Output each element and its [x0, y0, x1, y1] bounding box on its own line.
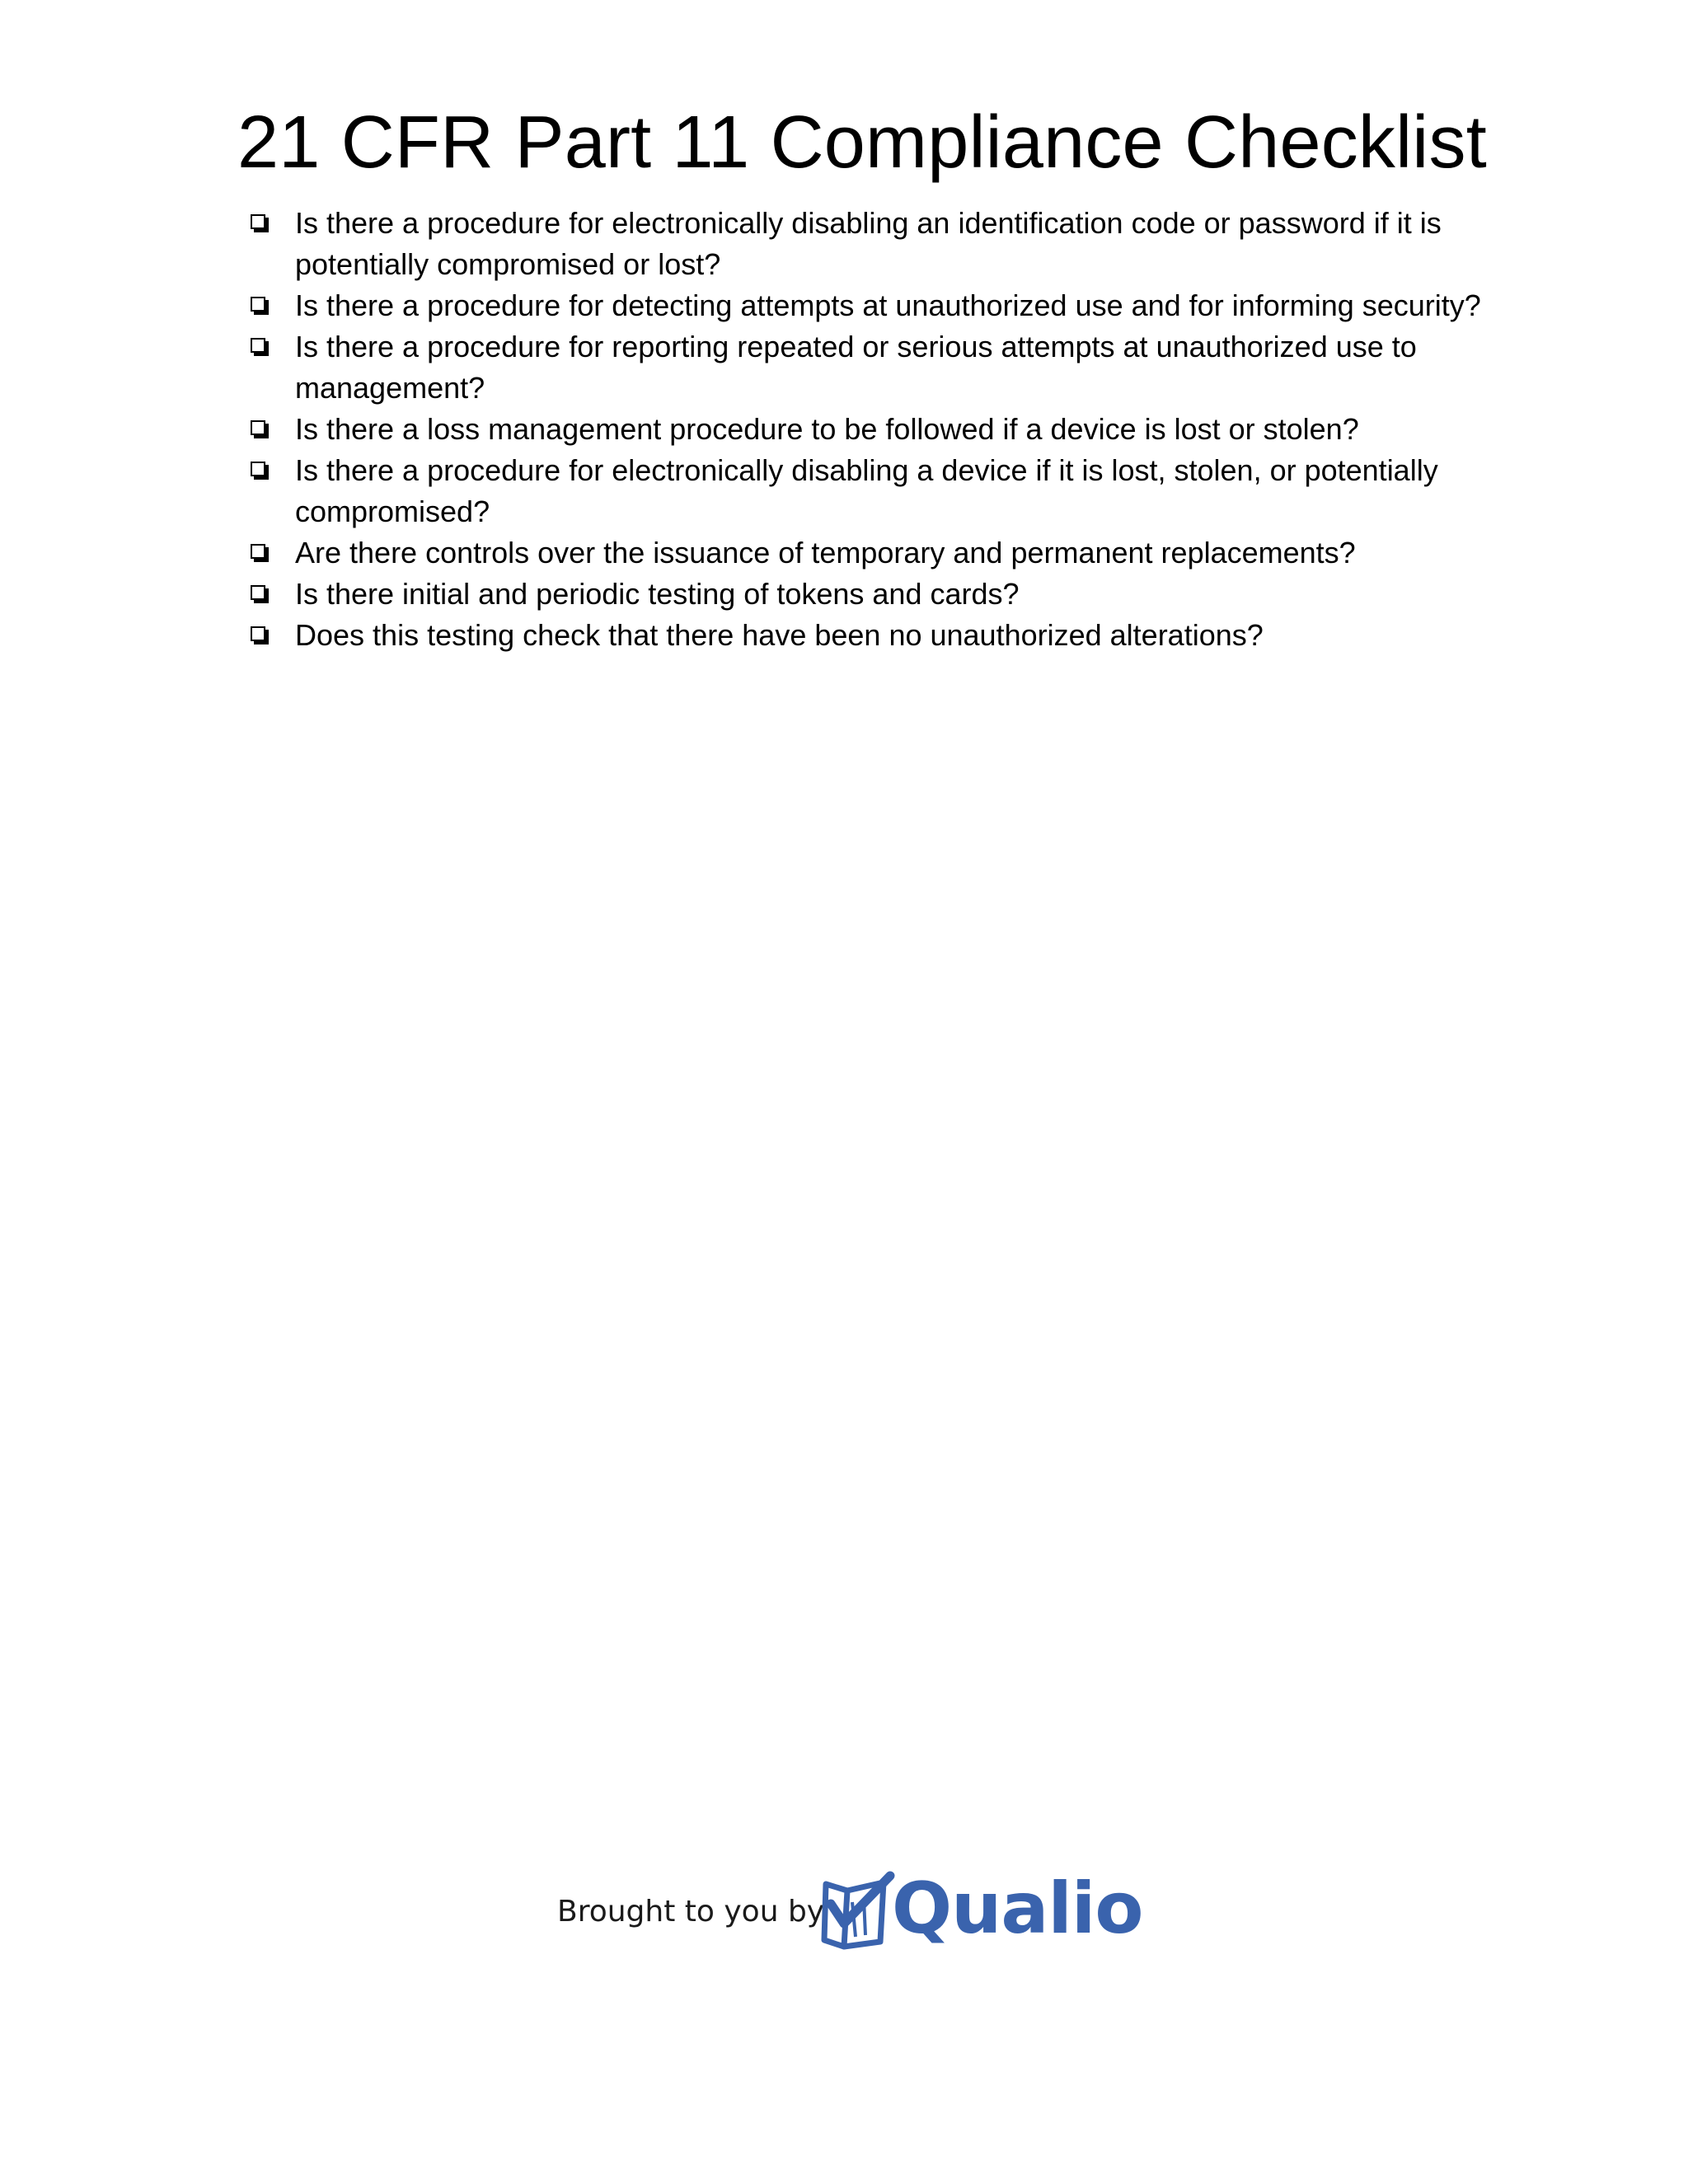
qualio-logo-text: Qualio: [892, 1868, 1143, 1950]
checkbox-icon: [251, 420, 265, 435]
checklist-item-text: Is there a procedure for reporting repeated or serious attempts at unauthorized use to management?: [295, 330, 1417, 405]
checklist-item-text: Are there controls over the issuance of temporary and permanent replacements?: [295, 536, 1356, 569]
checkbox-icon: [251, 585, 265, 600]
checklist-item-text: Is there a procedure for detecting attempts at unauthorized use and for informing security?: [295, 288, 1481, 322]
checklist-item: [247, 409, 1484, 450]
checkbox-icon: [251, 297, 265, 312]
checkbox-icon: [251, 544, 265, 559]
checklist-item: [247, 615, 1484, 656]
qualio-checkmark-logo-icon: [819, 1871, 895, 1957]
checklist-item: [247, 450, 1484, 532]
checkbox-icon: [251, 626, 265, 641]
checklist-item-text: Is there a loss management procedure to be followed if a device is lost or stolen?: [295, 412, 1359, 446]
checklist-item: [247, 285, 1484, 326]
compliance-checklist: [247, 203, 1484, 656]
checklist-item: [247, 203, 1484, 285]
checklist-item-text: Is there a procedure for electronically disabling an identification code or password if it is potentially compromised or lost?: [295, 206, 1442, 281]
checkbox-icon: [251, 338, 265, 353]
footer-branding: [557, 1864, 1143, 1963]
checklist-item-text: Is there a procedure for electronically disabling a device if it is lost, stolen, or potentially compromised?: [295, 453, 1438, 528]
qualio-logo: [819, 1864, 1143, 1963]
checklist-item-text: Does this testing check that there have been no unauthorized alterations?: [295, 618, 1264, 652]
checklist-item: [247, 532, 1484, 574]
checklist-item: [247, 326, 1484, 409]
checklist-item: [247, 574, 1484, 615]
checklist-item-text: Is there initial and periodic testing of tokens and cards?: [295, 577, 1020, 611]
brought-to-you-by-text: Brought to you by: [557, 1895, 825, 1929]
checkbox-icon: [251, 462, 265, 476]
page-title: 21 CFR Part 11 Compliance Checklist: [237, 101, 1487, 184]
checkbox-icon: [251, 214, 265, 229]
